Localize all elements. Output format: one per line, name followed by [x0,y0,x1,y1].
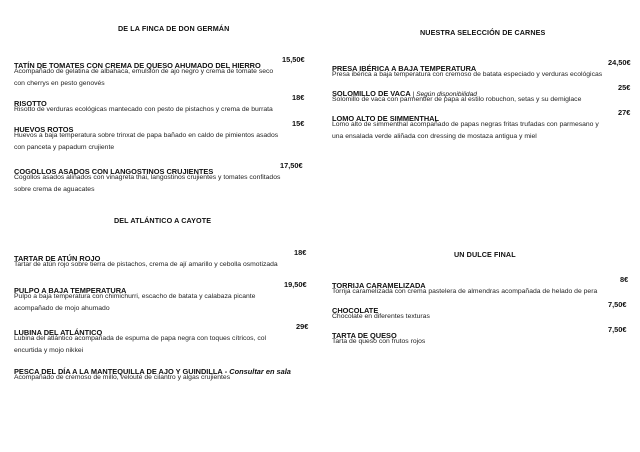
item-desc-line: Risotto de verduras ecológicas mantecado con pesto de pistachos y crema de burrata [14,106,273,113]
section-title-atlantico: DEL ATLÁNTICO A CAYOTE [114,216,212,225]
item-name: COGOLLOS ASADOS CON LANGOSTINOS CRUJIENTES [14,167,214,176]
item-price: 19,50€ [284,280,307,289]
item-note: - Consultar en sala [222,367,291,376]
item-desc-line: Acompañado de gelatina de albahaca, emulsión de ajo negro y crema de tomate seco [14,68,274,75]
menu-item-tartar [14,248,312,271]
menu-item-pesca-del-dia [14,361,312,384]
item-name: LOMO ALTO DE SIMMENTHAL [332,114,440,123]
item-desc-line: Solomillo de vaca con parmentier de papa al estilo robuchon, setas y su demiglace [332,96,582,103]
item-price: 24,50€ [608,58,631,67]
item-note: | Según disponibilidad [410,91,477,98]
item-desc-line: Torrija caramelizada con crema pastelera de almendras acompañada de helado de pera [332,288,598,295]
item-price: 7,50€ [608,325,627,334]
item-desc-line: Lomo alto de simmenthal acompañado de papas negras fritas trufadas con parmesano y [332,121,599,128]
menu-item-solomillo [332,83,632,106]
item-name: LUBINA DEL ATLÁNTICO [14,328,103,337]
menu-item-torrija [332,275,632,298]
item-price: 15€ [292,119,305,128]
item-desc-line: Presa ibérica a baja temperatura con cremoso de batata especiado y verduras ecológicas [332,71,603,78]
item-name: TATÍN DE TOMATES CON CREMA DE QUESO AHUMADO DEL HIERRO [14,61,261,70]
item-desc-line: Huevos a baja temperatura sobre trinxat de papa bañado en caldo de pimientos asados [14,132,279,139]
menu-item-lomo-alto [332,108,632,142]
menu-item-chocolate [332,300,632,323]
item-name: SOLOMILLO DE VACA [332,89,411,98]
item-desc-line: con cherrys en pesto genovés [14,79,105,87]
menu-item-tarta-de-queso [332,325,632,348]
item-name: PRESA IBÉRICA A BAJA TEMPERATURA [332,64,477,73]
section-title-dulce: UN DULCE FINAL [454,250,516,259]
section-title-carnes: NUESTRA SELECCIÓN DE CARNES [420,28,546,37]
item-desc-line: Chocolate en diferentes texturas [332,313,430,320]
item-name: TARTAR DE ATÚN ROJO [14,254,101,263]
item-desc-line: una ensalada verde aliñada con dressing de mostaza antigua y miel [332,132,537,140]
item-desc-line: Tartar de atún rojo sobre tierra de pistachos, crema de ají amarillo y cebolla osmotizada [14,261,278,268]
item-name: TORRIJA CARAMELIZADA [332,281,426,290]
menu-item-cogollos [14,161,312,195]
item-price: 18€ [294,248,307,257]
item-desc-line: acompañado de mojo ahumado [14,304,110,312]
item-name: PULPO A BAJA TEMPERATURA [14,286,127,295]
item-desc-line: Tarta de queso con frutos rojos [332,338,426,345]
menu-item-presa-iberica [332,58,632,81]
menu-item-lubina [14,322,312,356]
item-price: 15,50€ [282,55,305,64]
item-desc-line: Cogollos asados aliñados con vinagreta thai, langostinos crujientes y tomates confitados [14,174,281,181]
item-price: 27€ [618,108,631,117]
item-name: CHOCOLATE [332,306,379,315]
item-name: RISOTTO [14,99,47,108]
item-desc-line: Acompañado de cremoso de millo, velouté de cilantro y algas crujientes [14,374,231,381]
item-price: 8€ [620,275,629,284]
item-price: 25€ [618,83,631,92]
item-name: TARTA DE QUESO [332,331,397,340]
menu-item-huevos-rotos [14,119,312,153]
item-desc-line: sobre crema de aguacates [14,185,95,193]
section-title-finca: DE LA FINCA DE DON GERMÁN [118,24,230,33]
menu-item-tatin [14,55,312,89]
item-desc-line: con panceta y papadum crujiente [14,143,115,151]
menu-item-risotto [14,93,312,116]
item-price: 29€ [296,322,309,331]
item-price: 17,50€ [280,161,303,170]
item-desc-line: Lubina del atlántico acompañada de espuma de papa negra con toques cítricos, col [14,335,267,342]
item-price: 7,50€ [608,300,627,309]
menu-item-pulpo [14,280,312,314]
item-name: HUEVOS ROTOS [14,125,74,134]
item-price: 18€ [292,93,305,102]
item-desc-line: encurtida y mojo nikkei [14,346,84,354]
item-desc-line: Pulpo a baja temperatura con chimichurri, escacho de batata y calabaza picante [14,293,256,300]
item-name: PESCA DEL DÍA A LA MANTEQUILLA DE AJO Y GUINDILLA [14,367,223,376]
